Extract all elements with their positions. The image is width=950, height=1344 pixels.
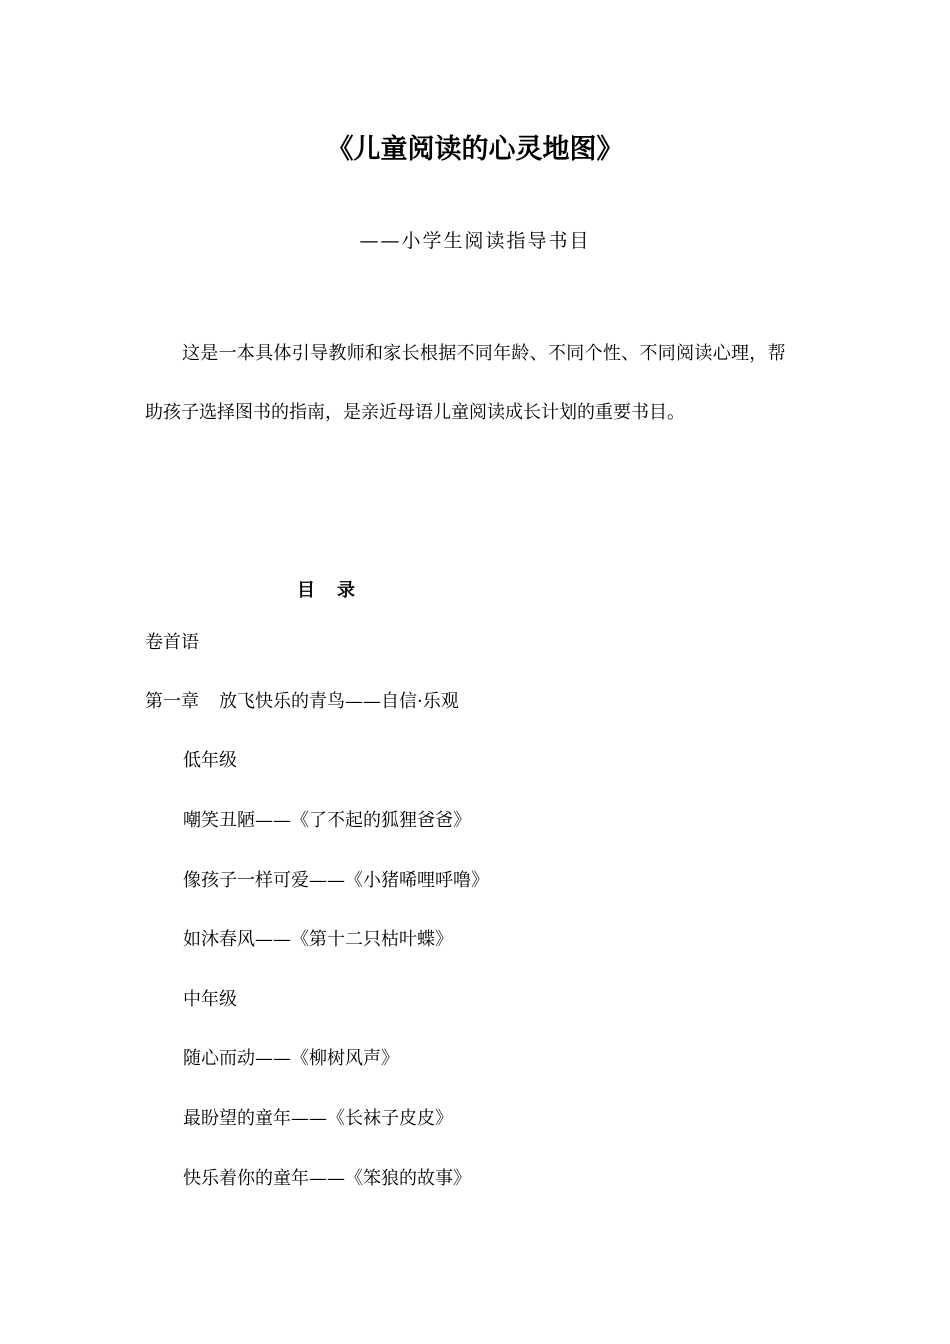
- document-title: 《儿童阅读的心灵地图》: [326, 134, 624, 165]
- intro-paragraph-line-2: 助孩子选择图书的指南，是亲近母语儿童阅读成长计划的重要书目。: [145, 402, 685, 423]
- toc-heading-char-1: 目: [297, 580, 315, 601]
- toc-chapter-1: [145, 687, 459, 717]
- intro-paragraph-line-1: 这是一本具体引导教师和家长根据不同年龄、不同个性、不同阅读心理，帮: [182, 343, 786, 364]
- toc-chapter-1-number: 第一章: [145, 691, 199, 712]
- toc-preface: 卷首语: [145, 632, 199, 653]
- toc-entry: 像孩子一样可爱——《小猪唏哩呼噜》: [183, 870, 489, 891]
- document-subtitle: ——小学生阅读指导书目: [359, 230, 591, 252]
- toc-entry: 快乐着你的童年——《笨狼的故事》: [183, 1168, 471, 1189]
- toc-entry: 最盼望的童年——《长袜子皮皮》: [183, 1108, 453, 1129]
- toc-chapter-1-title: 放飞快乐的青鸟——自信·乐观: [219, 691, 459, 712]
- toc-heading: [297, 576, 355, 606]
- toc-entry: 嘲笑丑陋——《了不起的狐狸爸爸》: [183, 810, 471, 831]
- toc-grade-middle: 中年级: [183, 989, 237, 1010]
- toc-grade-low: 低年级: [183, 750, 237, 771]
- toc-entry: 随心而动——《柳树风声》: [183, 1048, 399, 1069]
- toc-heading-char-2: 录: [337, 580, 355, 601]
- toc-entry: 如沐春风——《第十二只枯叶蝶》: [183, 929, 453, 950]
